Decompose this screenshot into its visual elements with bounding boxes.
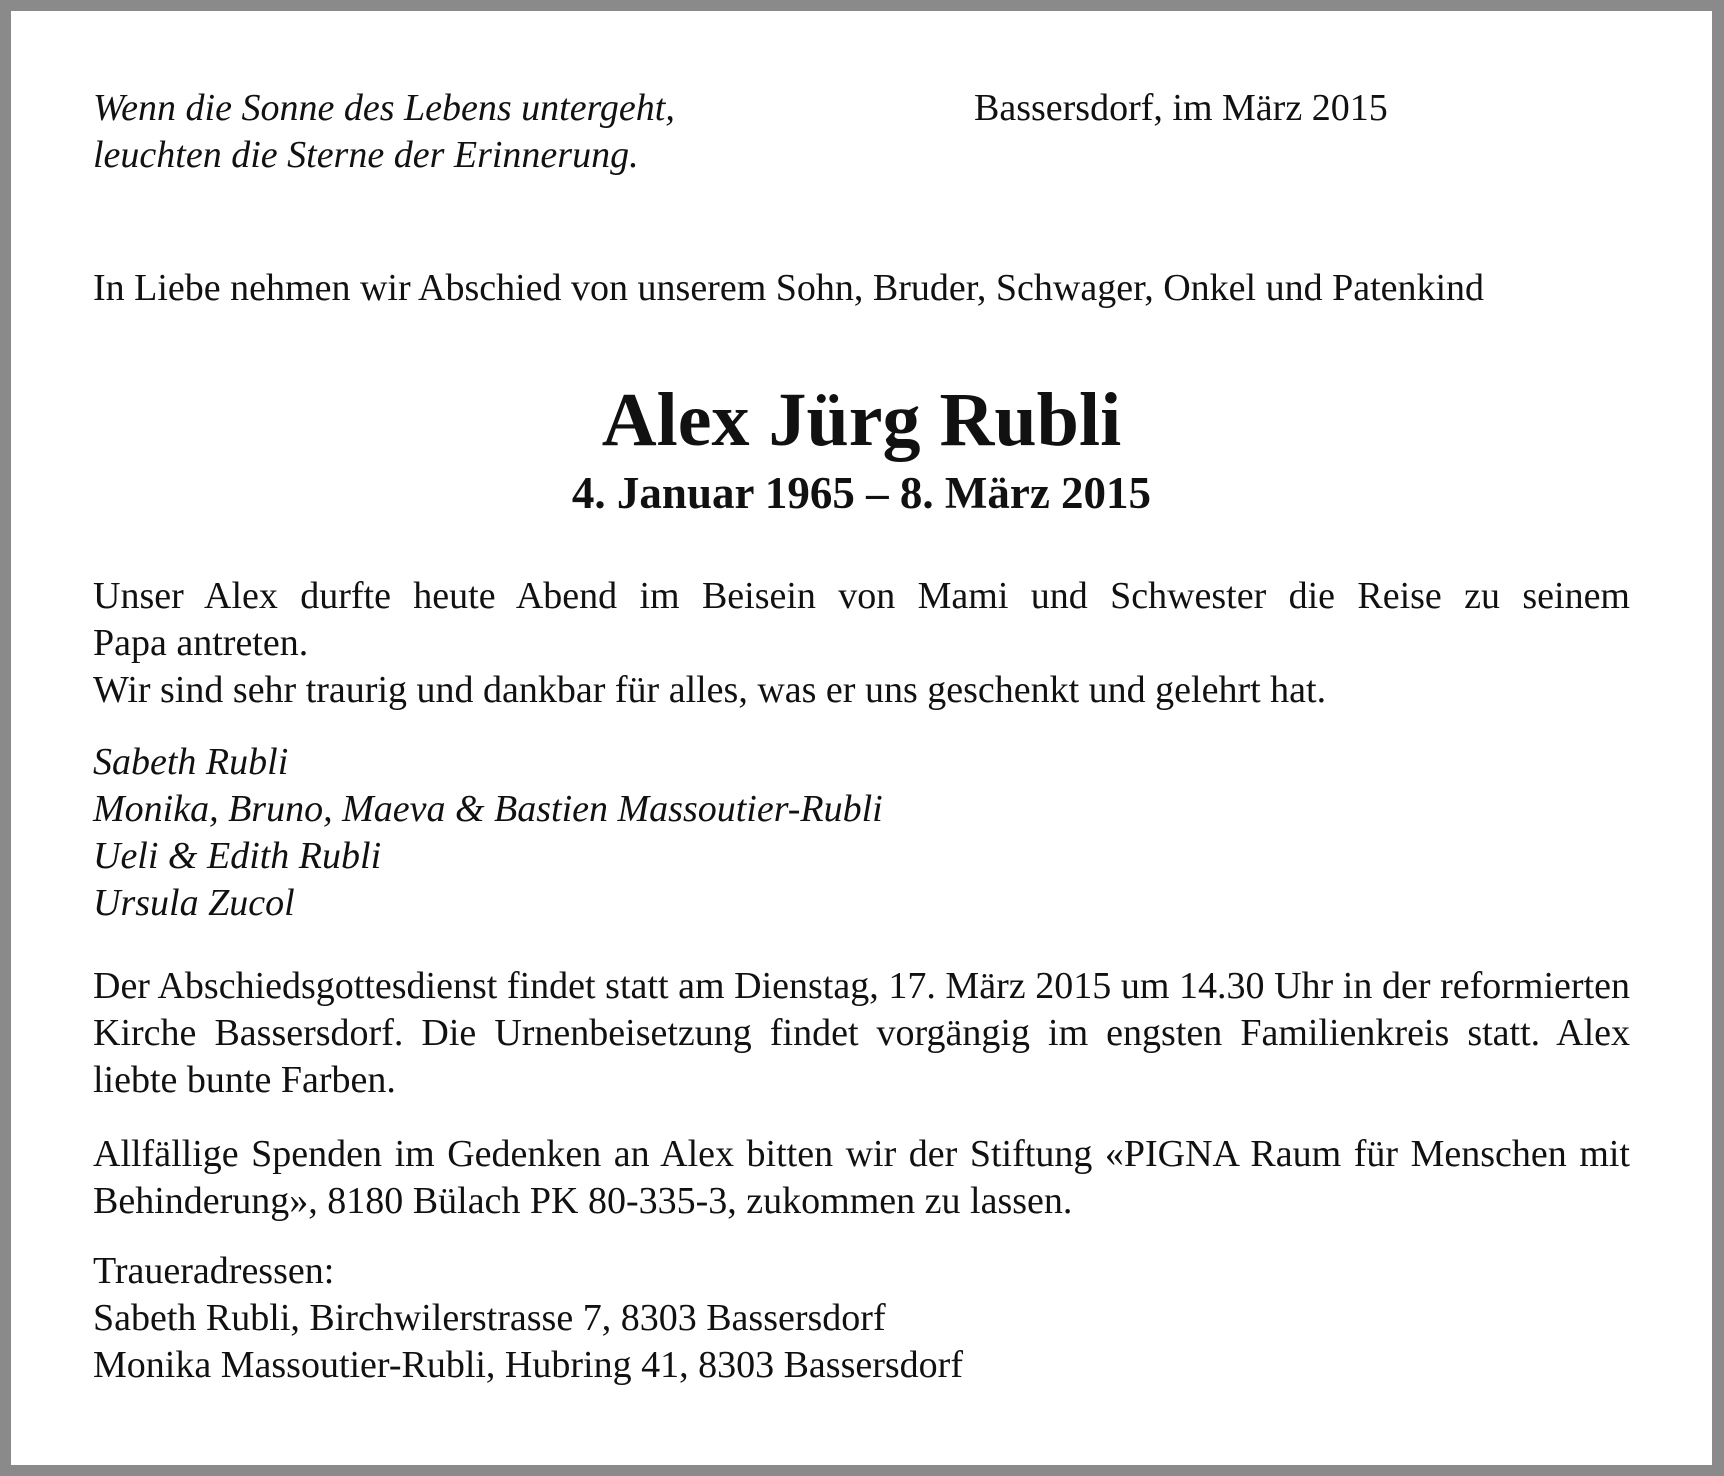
addresses-heading: Traueradressen: — [93, 1250, 335, 1292]
family-member: Sabeth Rubli — [93, 741, 289, 783]
message-line: Wir sind sehr traurig und dankbar für alles, was er uns geschenkt und gelehrt hat. — [93, 669, 1327, 711]
deceased-name: Alex Jürg Rubli — [601, 378, 1122, 462]
family-member: Monika, Bruno, Maeva & Bastien Massoutier-Rubli — [93, 788, 883, 830]
family-member: Ursula Zucol — [93, 882, 295, 924]
condolence-addresses — [93, 1248, 1630, 1389]
donation-info: Allfällige Spenden im Gedenken an Alex bitten wir der Stiftung «PIGNA Raum für Menschen mit Behinderung», 8180 Bülach PK 80-335-3, zukommen zu lassen. — [93, 1133, 1630, 1222]
life-dates: 4. Januar 1965 – 8. März 2015 — [571, 468, 1152, 518]
message-line: Unser Alex durfte heute Abend im Beisein von Mami und Schwester die Reise zu seinem — [93, 575, 1630, 617]
intro-text: In Liebe nehmen wir Abschied von unserem Sohn, Bruder, Schwager, Onkel und Patenkind — [93, 267, 1485, 309]
obituary-page — [11, 11, 1712, 1465]
message-line: Papa antreten. — [93, 622, 309, 664]
quote-line: Wenn die Sonne des Lebens untergeht, — [93, 87, 675, 129]
place-date: Bassersdorf, im März 2015 — [974, 87, 1388, 129]
address-line: Monika Massoutier-Rubli, Hubring 41, 8303 Bassersdorf — [93, 1344, 963, 1386]
address-line: Sabeth Rubli, Birchwilerstrasse 7, 8303 Bassersdorf — [93, 1297, 886, 1339]
family-member: Ueli & Edith Rubli — [93, 835, 382, 877]
memorial-quote — [93, 85, 853, 179]
quote-line: leuchten die Sterne der Erinnerung. — [93, 134, 639, 176]
family-signatures — [93, 739, 1630, 927]
farewell-message — [93, 573, 1630, 714]
service-info: Der Abschiedsgottesdienst findet statt am Dienstag, 17. März 2015 um 14.30 Uhr in der reformierten Kirche Bassersdorf. Die Urnenbeisetzung findet vorgängig im engsten Familienkreis statt. Alex liebte bunte Farben. — [93, 965, 1630, 1101]
